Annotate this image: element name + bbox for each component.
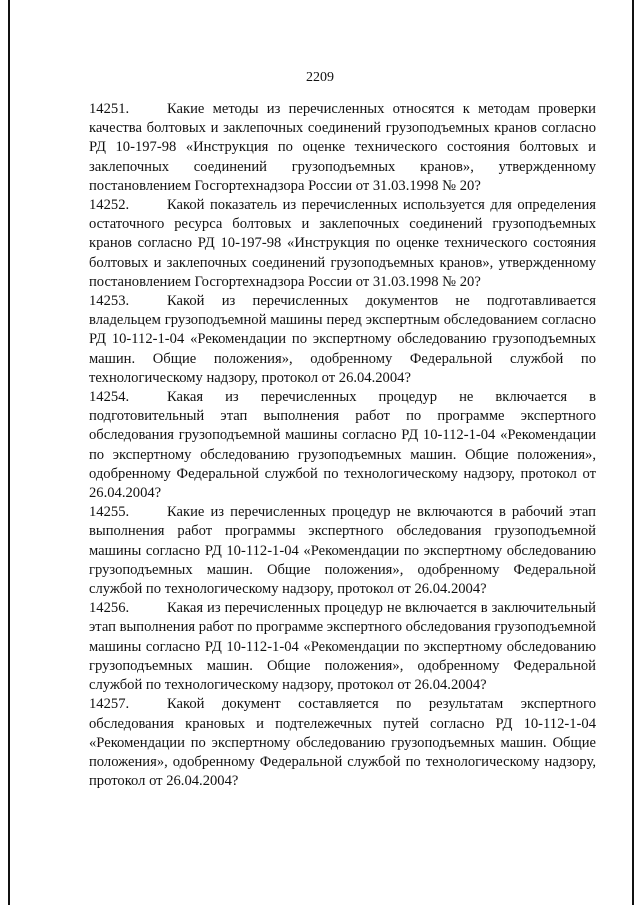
question-text: Какая из перечисленных процедур не включается в подготовительный этап выполнения работ по программе экспертного обследования грузоподъемной машины согласно РД 10-112-1-04 «Рекомендации по экспертному обследованию грузоподъемных машин. Общие положения», одобренному Федеральной службой по технологическому надзору, протокол от 26.04.2004? [89,389,596,502]
question-number: 14253. [89,293,130,310]
question-text: Какие из перечисленных процедур не включаются в рабочий этап выполнения работ программы экспертного обследования грузоподъемной машины согласно РД 10-112-1-04 «Рекомендации по экспертному обследованию грузоподъемных машин. Общие положения», одобренному Федеральной службой по технологическому надзору, протокол от 26.04.2004? [89,504,596,598]
question-item [89,388,596,503]
question-number: 14252. [89,197,130,214]
question-text: Какая из перечисленных процедур не включается в заключительный этап выполнения работ по программе экспертного обследования грузоподъемной машины согласно РД 10-112-1-04 «Рекомендации по экспертному обследованию грузоподъемных машин. Общие положения», одобренному Федеральной службой по технологическому надзору, протокол от 26.04.2004? [89,600,596,694]
question-list [89,100,596,791]
question-number: 14251. [89,101,130,117]
question-text: Какие методы из перечисленных относятся к методам проверки качества болтовых и заклепочных соединений грузоподъемных кранов согласно РД 10-197-98 «Инструкция по оценке технического состояния болтовых и заклепочных соединений грузоподъемных кранов», утвержденному постановлением Госгортехнадзора России от 31.03.1998 № 20? [89,101,596,194]
question-item [89,503,596,599]
question-number: 14256. [89,600,130,617]
question-number: 14257. [89,696,130,713]
question-number: 14254. [89,389,130,406]
page-number: 2209 [306,70,334,85]
scan-edge-right [632,0,634,905]
question-item [89,100,596,196]
scan-edge-left [8,0,10,905]
question-item [89,695,596,791]
question-text: Какой из перечисленных документов не подготавливается владельцем грузоподъемной машины перед экспертным обследованием согласно РД 10-112-1-04 «Рекомендации по экспертному обследованию грузоподъемных машин. Общие положения», одобренному Федеральной службой по технологическому надзору, протокол от 26.04.2004? [89,293,596,386]
question-number: 14255. [89,504,130,521]
question-text: Какой показатель из перечисленных используется для определения остаточного ресурса болтовых и заклепочных соединений грузоподъемных кранов согласно РД 10-197-98 «Инструкция по оценке технического состояния болтовых и заклепочных соединений грузоподъемных кранов», утвержденному постановлением Госгортехнадзора России от 31.03.1998 № 20? [89,197,596,290]
question-item [89,292,596,388]
question-text: Какой документ составляется по результатам экспертного обследования крановых и подтележечных путей согласно РД 10-112-1-04 «Рекомендации по экспертному обследованию грузоподъемных машин. Общие положения», одобренному Федеральной службой по технологическому надзору, протокол от 26.04.2004? [89,696,596,790]
question-item [89,599,596,695]
question-item [89,196,596,292]
